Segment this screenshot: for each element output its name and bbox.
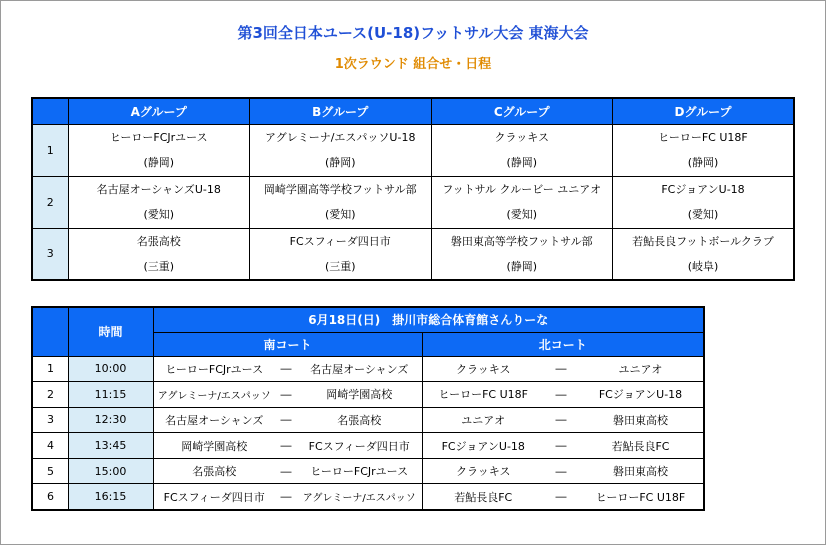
group-cell [431, 176, 613, 228]
north-versus-dash: ― [544, 356, 578, 382]
team-prefecture: (静岡) [143, 156, 175, 169]
team-prefecture: (愛知) [687, 208, 719, 221]
match-row [32, 407, 704, 433]
team-prefecture: (愛知) [324, 208, 356, 221]
north-away-team: 若鮎長良FC [578, 433, 704, 459]
south-home-team: 名張高校 [153, 458, 275, 484]
north-versus-dash: ― [544, 433, 578, 459]
match-row [32, 484, 704, 510]
team-prefecture: (静岡) [687, 156, 719, 169]
schedule-header-corner [32, 307, 68, 356]
group-header-b: Bグループ [250, 98, 432, 124]
south-versus-dash: ― [275, 382, 297, 408]
south-away-team: 名古屋オーシャンズ [297, 356, 422, 382]
schedule-header-row [32, 307, 704, 332]
match-row [32, 458, 704, 484]
group-row-number: 1 [32, 124, 68, 176]
group-row-number: 2 [32, 176, 68, 228]
team-name: FCスフィーダ四日市 [289, 234, 391, 248]
north-home-team: ユニアオ [422, 407, 544, 433]
group-cell [250, 176, 432, 228]
team-prefecture: (三重) [324, 259, 356, 273]
south-away-team: アグレミーナ/エスパッソ [297, 484, 422, 510]
south-versus-dash: ― [275, 433, 297, 459]
group-header-a: Aグループ [68, 98, 250, 124]
date-venue-header: 6月18日(日) 掛川市総合体育館さんりーな [153, 307, 704, 332]
north-away-team: 磐田東高校 [578, 407, 704, 433]
group-row [32, 228, 794, 280]
south-home-team: アグレミーナ/エスパッソ [153, 382, 275, 408]
time-header: 時間 [68, 307, 153, 356]
team-name: アグレミーナ/エスパッソU-18 [265, 131, 416, 144]
north-court-header: 北コート [422, 332, 704, 356]
match-time: 16:15 [68, 484, 153, 510]
group-cell [68, 124, 250, 176]
north-versus-dash: ― [544, 458, 578, 484]
team-prefecture: (静岡) [506, 259, 538, 273]
north-away-team: ユニアオ [578, 356, 704, 382]
group-cell [250, 124, 432, 176]
north-home-team: 若鮎長良FC [422, 484, 544, 510]
south-court-header: 南コート [153, 332, 422, 356]
team-prefecture: (静岡) [324, 156, 356, 169]
match-number: 6 [32, 484, 68, 510]
match-time: 13:45 [68, 433, 153, 459]
team-name: 若鮎長良フットボールクラブ [632, 234, 774, 248]
match-number: 4 [32, 433, 68, 459]
match-time: 15:00 [68, 458, 153, 484]
team-prefecture: (岐阜) [687, 259, 719, 273]
group-header-c: Cグループ [431, 98, 613, 124]
group-row-number: 3 [32, 228, 68, 280]
group-cell [613, 176, 795, 228]
south-home-team: 名古屋オーシャンズ [153, 407, 275, 433]
group-cell [613, 228, 795, 280]
group-cell [68, 176, 250, 228]
south-versus-dash: ― [275, 458, 297, 484]
match-number: 3 [32, 407, 68, 433]
south-away-team: ヒーローFCJrユース [297, 458, 422, 484]
match-number: 2 [32, 382, 68, 408]
team-prefecture: (三重) [143, 259, 175, 273]
north-versus-dash: ― [544, 484, 578, 510]
north-home-team: FCジョアンU-18 [422, 433, 544, 459]
group-cell [431, 124, 613, 176]
match-time: 10:00 [68, 356, 153, 382]
team-prefecture: (愛知) [143, 208, 175, 221]
north-away-team: ヒーローFC U18F [578, 484, 704, 510]
match-row [32, 356, 704, 382]
north-away-team: FCジョアンU-18 [578, 382, 704, 408]
south-home-team: ヒーローFCJrユース [153, 356, 275, 382]
south-home-team: FCスフィーダ四日市 [153, 484, 275, 510]
match-row [32, 433, 704, 459]
group-row [32, 124, 794, 176]
match-number: 1 [32, 356, 68, 382]
team-prefecture: (静岡) [506, 156, 538, 169]
page-subtitle: 1次ラウンド 組合せ・日程 [334, 57, 492, 72]
team-name: 名古屋オーシャンズU-18 [96, 183, 221, 196]
team-name: フットサル クルービー ユニアオ [442, 183, 602, 196]
page-title: 第3回全日本ユース(U-18)フットサル大会 東海大会 [237, 24, 589, 42]
team-name: ヒーローFC U18F [658, 131, 748, 144]
group-table [31, 97, 795, 281]
group-header-d: Dグループ [613, 98, 795, 124]
team-prefecture: (愛知) [506, 208, 538, 221]
group-cell [68, 228, 250, 280]
south-home-team: 岡崎学園高校 [153, 433, 275, 459]
group-cell [250, 228, 432, 280]
team-name: 名張高校 [136, 234, 181, 248]
team-name: 磐田東高等学校フットサル部 [450, 234, 593, 248]
south-away-team: FCスフィーダ四日市 [297, 433, 422, 459]
north-versus-dash: ― [544, 407, 578, 433]
team-name: FCジョアンU-18 [661, 183, 745, 196]
south-versus-dash: ― [275, 484, 297, 510]
match-time: 11:15 [68, 382, 153, 408]
north-home-team: ヒーローFC U18F [422, 382, 544, 408]
match-time: 12:30 [68, 407, 153, 433]
group-header-row [32, 98, 794, 124]
schedule-table [31, 306, 705, 511]
group-row [32, 176, 794, 228]
north-away-team: 磐田東高校 [578, 458, 704, 484]
south-versus-dash: ― [275, 407, 297, 433]
team-name: 岡崎学園高等学校フットサル部 [263, 183, 417, 196]
match-number: 5 [32, 458, 68, 484]
team-name: ヒーローFCJrユース [109, 131, 208, 144]
group-cell [613, 124, 795, 176]
team-name: クラッキス [494, 131, 550, 144]
match-row [32, 382, 704, 408]
group-header-corner [32, 98, 68, 124]
north-home-team: クラッキス [422, 458, 544, 484]
north-home-team: クラッキス [422, 356, 544, 382]
south-versus-dash: ― [275, 356, 297, 382]
south-away-team: 名張高校 [297, 407, 422, 433]
south-away-team: 岡崎学園高校 [297, 382, 422, 408]
group-cell [431, 228, 613, 280]
north-versus-dash: ― [544, 382, 578, 408]
